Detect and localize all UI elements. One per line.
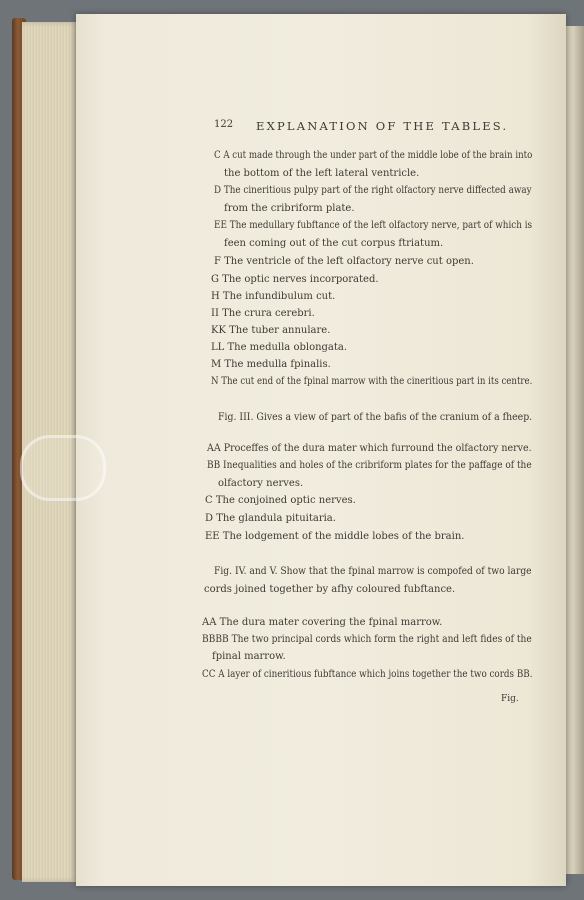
text-line: fpinal marrow. — [212, 651, 286, 662]
text-line: D The glandula pituitaria. — [205, 513, 336, 524]
text-line: KK The tuber annulare. — [211, 325, 331, 336]
catchword: Fig. — [501, 694, 519, 704]
text-line: C A cut made through the under part of the middle lobe of the brain into — [214, 150, 533, 161]
text-line: C The conjoined optic nerves. — [205, 495, 356, 506]
text-line: EE The lodgement of the middle lobes of the brain. — [205, 531, 465, 542]
text-line: CC A layer of cineritious fubftance which joins together the two cords BB. — [202, 669, 533, 680]
text-line: BBBB The two principal cords which form the right and left fides of the — [202, 634, 532, 645]
text-line: N The cut end of the fpinal marrow with the cineritious part in its centre. — [211, 376, 533, 387]
text-line: from the cribriform plate. — [224, 203, 355, 214]
text-line: F The ventricle of the left olfactory nerve cut open. — [214, 256, 474, 267]
text-line: LL The medulla oblongata. — [211, 342, 348, 353]
text-line: D The cineritious pulpy part of the right olfactory nerve diffected away — [214, 185, 532, 196]
running-title: EXPLANATION OF THE TABLES. — [256, 119, 509, 133]
figure-heading: Fig. III. Gives a view of part of the bafis of the cranium of a fheep. — [218, 412, 533, 423]
page-number: 122 — [214, 119, 234, 130]
text-line: G The optic nerves incorporated. — [211, 274, 379, 285]
text-line: olfactory nerves. — [218, 478, 304, 489]
figure-heading: Fig. IV. and V. Show that the fpinal marrow is compofed of two large — [214, 566, 532, 577]
text-line: II The crura cerebri. — [211, 308, 315, 319]
text-line: cords joined together by afhy coloured fubftance. — [204, 584, 456, 595]
text-line: EE The medullary fubftance of the left olfactory nerve, part of which is — [214, 220, 533, 231]
text-line: the bottom of the left lateral ventricle. — [224, 168, 420, 179]
text-line: AA Proceffes of the dura mater which furround the olfactory nerve. — [207, 443, 532, 454]
text-line: H The infundibulum cut. — [211, 291, 336, 302]
text-line: BB Inequalities and holes of the cribriform plates for the paffage of the — [207, 460, 532, 471]
text-line: M The medulla fpinalis. — [211, 359, 331, 370]
text-line: feen coming out of the cut corpus ftriatum. — [224, 238, 444, 249]
text-line: AA The dura mater covering the fpinal marrow. — [202, 617, 443, 628]
